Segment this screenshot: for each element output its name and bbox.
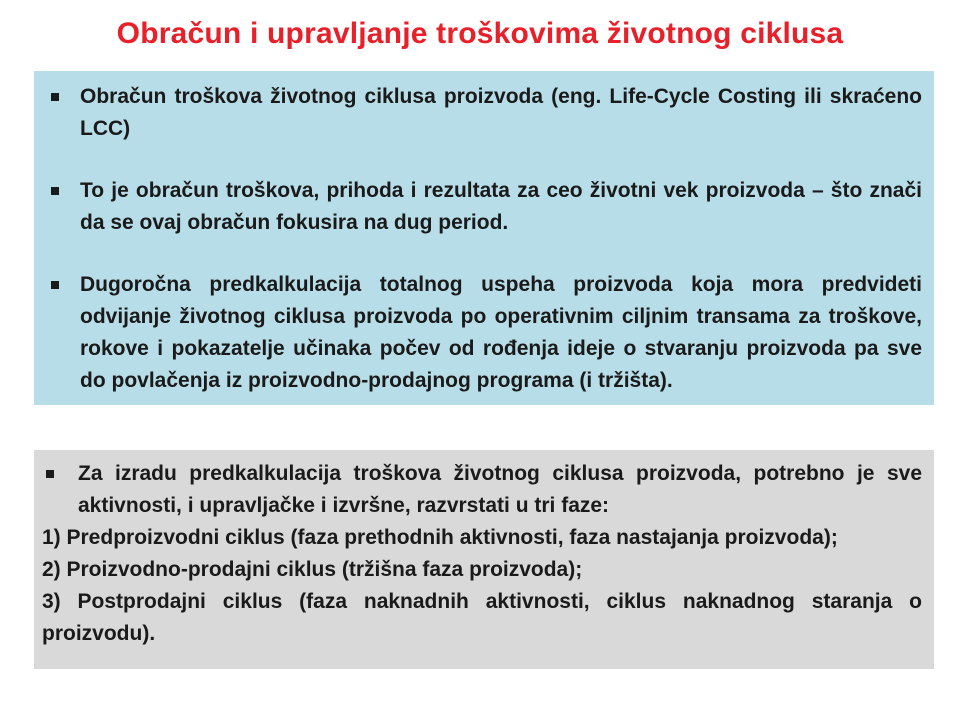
phases-box — [34, 450, 934, 669]
definition-bullet — [42, 175, 922, 239]
definition-bullet — [42, 269, 922, 397]
square-bullet-icon — [51, 187, 59, 195]
square-bullet-icon — [51, 93, 59, 101]
phases-intro-bullet — [42, 458, 922, 522]
bullet-text: Za izradu predkalkulacija troškova životnog ciklusa proizvoda, potrebno je sve aktivnosti, i upravljačke i izvršne, razvrstati u tri faze: — [78, 462, 922, 517]
definition-box — [34, 71, 934, 405]
square-bullet-icon — [46, 470, 54, 478]
phase-item: 2) Proizvodno-prodajni ciklus (tržišna faza proizvoda); — [42, 558, 583, 581]
phases-intro-list — [42, 458, 922, 522]
definition-bullet-list — [42, 81, 922, 397]
bullet-text: To je obračun troškova, prihoda i rezultata za ceo životni vek proizvoda – što znači da se ovaj obračun fokusira na dug period. — [80, 179, 922, 234]
phase-item: 1) Predproizvodni ciklus (faza prethodnih aktivnosti, faza nastajanja proizvoda); — [42, 526, 838, 549]
bullet-text: Obračun troškova životnog ciklusa proizvoda (eng. Life-Cycle Costing ili skraćeno LCC) — [80, 85, 922, 140]
slide-title: Obračun i upravljanje troškovima životnog ciklusa — [116, 17, 844, 50]
phase-item: 3) Postprodajni ciklus (faza naknadnih aktivnosti, ciklus naknadnog staranja o proizvodu). — [42, 590, 922, 645]
definition-bullet — [42, 81, 922, 145]
phases-list — [42, 522, 922, 650]
bullet-text: Dugoročna predkalkulacija totalnog uspeha proizvoda koja mora predvideti odvijanje životnog ciklusa proizvoda po operativnim ciljnim transama za troškove, rokove i pokazatelje učinaka počev od rođenja ideje o stvaranju proizvoda pa sve do povlačenja iz proizvodno-prodajnog programa (i tržišta). — [80, 273, 922, 392]
square-bullet-icon — [51, 281, 59, 289]
